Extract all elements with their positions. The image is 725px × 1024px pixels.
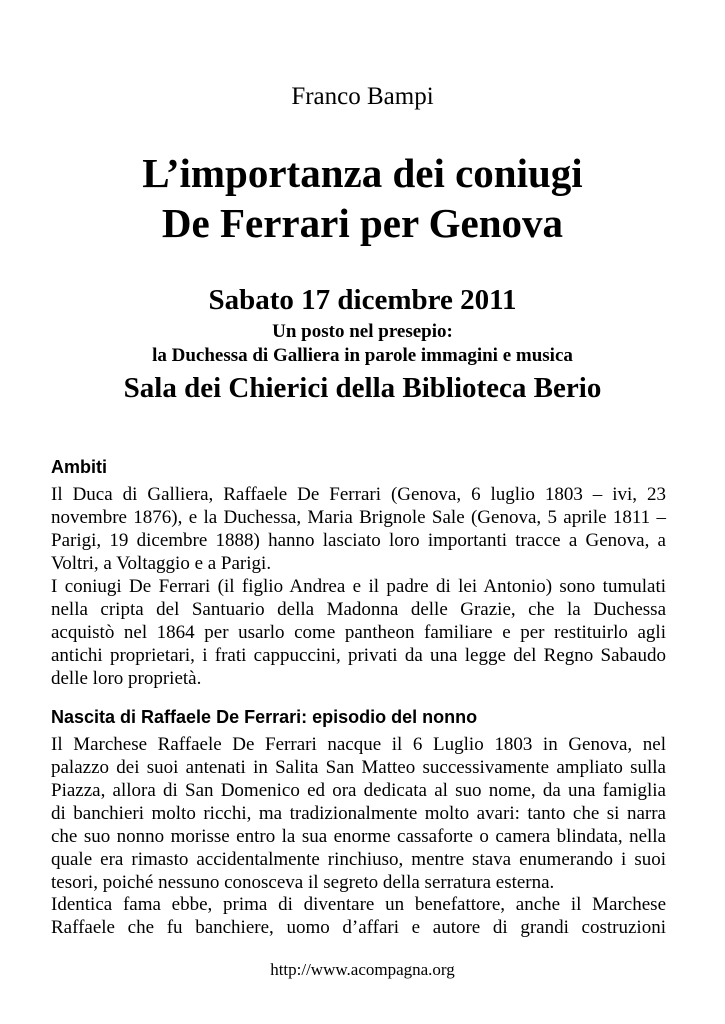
title-line: De Ferrari per Genova — [161, 200, 564, 246]
paragraph — [51, 483, 666, 575]
paragraph — [51, 575, 666, 690]
text-line: Parigi, 19 dicembre 1888) hanno lasciato loro importanti tracce a Genova, a — [51, 530, 666, 551]
text-line: tesori, poiché nessuno conosceva il segreto della serratura esterna. — [51, 872, 555, 893]
document-title — [0, 148, 725, 248]
text-line: quale era rimasto accidentalmente rinchiuso, mentre stava enumerando i suoi — [51, 849, 666, 870]
event-date: Sabato 17 dicembre 2011 — [208, 284, 517, 316]
section-heading: Nascita di Raffaele De Ferrari: episodio del nonno — [51, 707, 478, 727]
text-line: che suo nonno morisse entro la sua enorme cassaforte o camera blindata, nella — [51, 826, 666, 847]
text-line: Raffaele che fu banchiere, uomo d’affari e autore di grandi costruzioni — [51, 917, 666, 938]
footer-url[interactable]: http://www.acompagna.org — [270, 960, 455, 979]
text-line: novembre 1876), e la Duchessa, Maria Brignole Sale (Genova, 5 aprile 1811 – — [51, 507, 666, 528]
text-line: nella cripta del Santuario della Madonna delle Grazie, che la Duchessa — [51, 599, 666, 620]
text-line: palazzo dei suoi antenati in Salita San Matteo successivamente ampliato sulla — [51, 757, 666, 778]
text-line: di banchieri molto ricchi, ma tradizionalmente molto avari: tanto che si narra — [51, 803, 666, 824]
author-name: Franco Bampi — [291, 83, 434, 110]
paragraph — [51, 893, 666, 939]
event-venue: Sala dei Chierici della Biblioteca Berio — [123, 372, 602, 404]
text-line: Piazza, allora di San Domenico ed ora dedicata al suo nome, da una famiglia — [51, 780, 666, 801]
text-line: acquistò nel 1864 per usarlo come pantheon familiare e per restituirlo agli — [51, 622, 666, 643]
paragraph — [51, 733, 666, 894]
text-line: Il Marchese Raffaele De Ferrari nacque il 6 Luglio 1803 in Genova, nel — [51, 734, 666, 755]
title-line: L’importanza dei coniugi — [142, 150, 583, 196]
text-line: Il Duca di Galliera, Raffaele De Ferrari (Genova, 6 luglio 1803 – ivi, 23 — [51, 484, 666, 505]
event-subtitle: Un posto nel presepio: — [272, 321, 453, 342]
text-line: Voltri, a Voltaggio e a Parigi. — [51, 553, 272, 574]
text-line: I coniugi De Ferrari (il figlio Andrea e il padre di lei Antonio) sono tumulati — [51, 576, 666, 597]
event-subtitle: la Duchessa di Galliera in parole immagini e musica — [152, 345, 573, 366]
text-line: delle loro proprietà. — [51, 668, 202, 689]
text-line: antichi proprietari, i frati cappuccini, privati da una legge del Regno Sabaudo — [51, 645, 666, 666]
text-line: Identica fama ebbe, prima di diventare un benefattore, anche il Marchese — [51, 894, 666, 915]
section-heading: Ambiti — [51, 457, 107, 477]
